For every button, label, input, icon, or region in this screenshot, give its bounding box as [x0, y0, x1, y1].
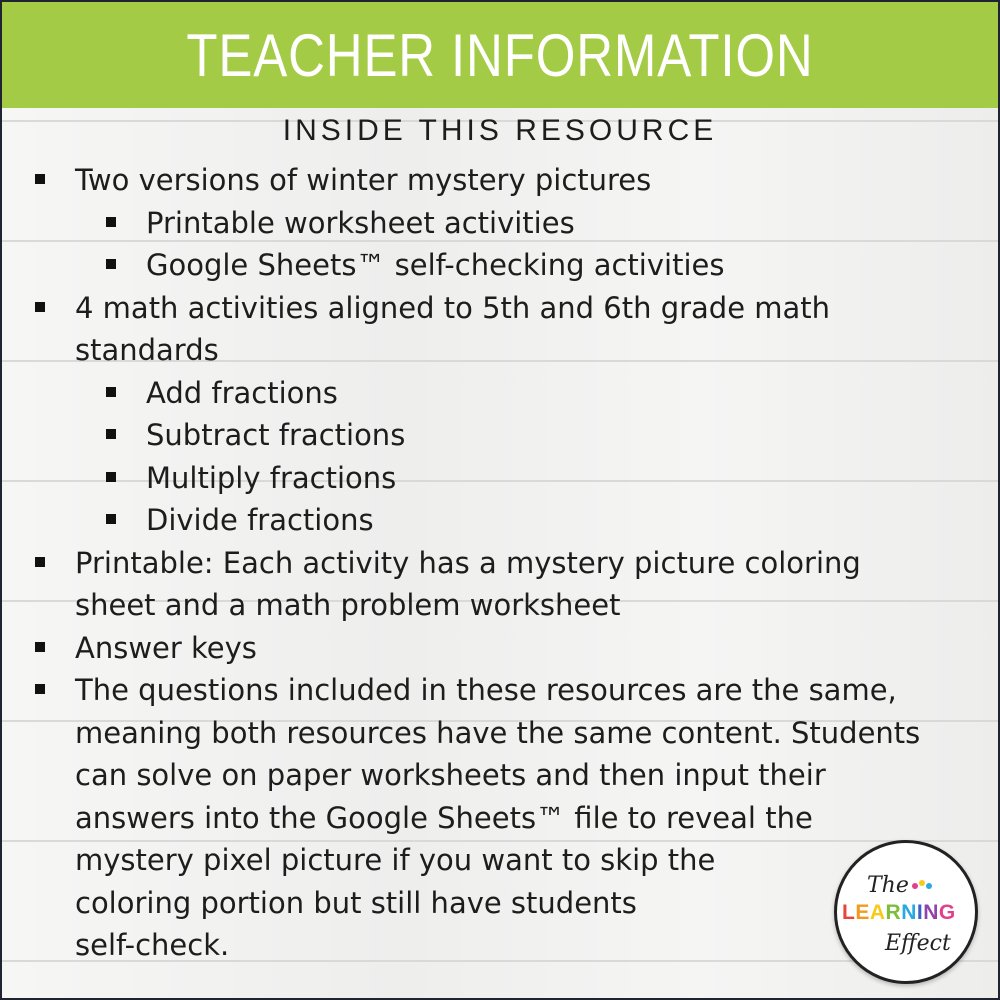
logo-letter: E: [855, 901, 870, 924]
list-item-text: Answer keys: [75, 630, 257, 665]
list-item: [2, 287, 998, 330]
list-item-text: meaning both resources have the same content. Students: [75, 715, 921, 750]
logo-the-text: The: [867, 873, 909, 898]
list-item: [2, 627, 998, 670]
list-item: [2, 159, 998, 202]
list-item-text: coloring portion but still have students: [75, 885, 637, 920]
section-subtitle: INSIDE THIS RESOURCE: [282, 114, 718, 147]
list-item-text: Two versions of winter mystery pictures: [75, 163, 652, 197]
list-item-text: Subtract fractions: [146, 418, 406, 452]
resource-list: [2, 159, 998, 967]
square-bullet-icon: [106, 472, 116, 482]
logo-letter: A: [869, 901, 886, 924]
square-bullet-icon: [35, 174, 45, 184]
logo-letter: N: [923, 901, 939, 924]
logo-letter: N: [901, 901, 917, 924]
list-item-text: Printable: Each activity has a mystery picture coloring: [75, 545, 861, 580]
list-item-text: self-check.: [75, 928, 230, 962]
sub-list-item: [2, 457, 998, 500]
square-bullet-icon: [35, 642, 45, 652]
sub-list-item: [2, 202, 998, 245]
list-item-text: standards: [75, 333, 219, 367]
list-item-text: sheet and a math problem worksheet: [75, 588, 621, 622]
square-bullet-icon: [106, 259, 116, 269]
list-item: [2, 669, 998, 712]
square-bullet-icon: [106, 217, 116, 227]
logo-letter: I: [916, 901, 924, 924]
list-item: [2, 797, 998, 840]
list-item-text: Google Sheets™ self-checking activities: [146, 248, 725, 282]
list-item-text: 4 math activities aligned to 5th and 6th grade math: [75, 290, 831, 325]
learning-effect-logo: [834, 840, 978, 984]
square-bullet-icon: [106, 387, 116, 397]
title-banner: [2, 2, 998, 108]
list-item-text: Multiply fractions: [146, 460, 397, 495]
list-item-text: can solve on paper worksheets and then input their: [75, 758, 826, 792]
list-item-text: Printable worksheet activities: [146, 205, 575, 240]
list-item: [2, 712, 998, 755]
sub-list-item: [2, 372, 998, 415]
square-bullet-icon: [35, 302, 45, 312]
logo-learning-word: [842, 901, 956, 925]
logo-letter: G: [938, 901, 956, 924]
list-item-text: The questions included in these resources are the same,: [75, 673, 897, 707]
square-bullet-icon: [35, 557, 45, 567]
list-item: [2, 584, 998, 627]
logo-effect-text: Effect: [885, 931, 951, 956]
list-item-text: Add fractions: [146, 375, 338, 410]
page-title: TEACHER INFORMATION: [186, 21, 814, 89]
sub-list-item: [2, 244, 998, 287]
list-item-text: mystery pixel picture if you want to skip the: [75, 843, 716, 877]
list-item: [2, 754, 998, 797]
logo-letter: L: [842, 901, 856, 924]
square-bullet-icon: [106, 429, 116, 439]
list-item: [2, 329, 998, 372]
logo-letter: R: [885, 901, 902, 924]
logo-gear-icon: [911, 877, 933, 896]
sub-list-item: [2, 414, 998, 457]
square-bullet-icon: [106, 514, 116, 524]
list-item: [2, 542, 998, 585]
sub-list-item: [2, 499, 998, 542]
list-item-text: Divide fractions: [146, 503, 374, 537]
list-item-text: answers into the Google Sheets™ file to reveal the: [75, 800, 813, 835]
square-bullet-icon: [35, 684, 45, 694]
